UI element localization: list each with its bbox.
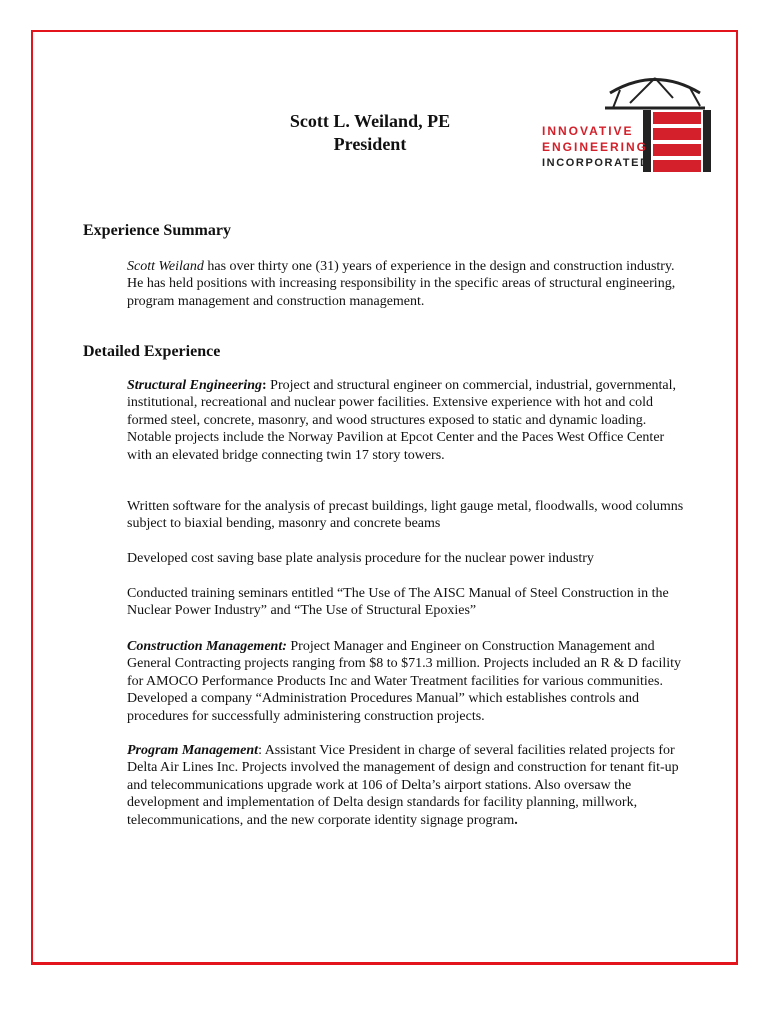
person-name: Scott L. Weiland, PE [289,111,451,131]
summary-lead-name: Scott Weiland [127,259,204,274]
construction-management-paragraph [127,638,687,725]
baseplate-paragraph: Developed cost saving base plate analysis procedure for the nuclear power industry [127,551,594,566]
logo-arch-icon [610,80,700,94]
seminars-paragraph: Conducted training seminars entitled “The Use of The AISC Manual of Steel Construction in the Nuclear Power Industry” and “The Use of Structural Epoxies” [127,586,669,619]
structural-engineering-paragraph [127,377,687,464]
logo-right-pillar [703,110,711,172]
program-management-paragraph [127,742,687,829]
structural-colon: : [262,378,267,393]
software-paragraph: Written software for the analysis of precast buildings, light gauge metal, floodwalls, wood columns subject to biaxial bending, masonry and concrete beams [127,499,684,532]
logo-text-innovative: INNOVATIVE [542,124,634,138]
logo-text-engineering: ENGINEERING [542,140,649,154]
program-lead: Program Management [127,743,259,758]
summary-paragraph [127,258,687,310]
program-end-period: . [514,812,518,828]
program-text: : Assistant Vice President in charge of several facilities related projects for Delta Air Lines Inc. Projects involved the management of design and construction for tenant fit-up and telecommunications upgrade work at 106 of Delta’s airport stations. Also oversaw the development and implementation of Delta design standards for facility planning, millwork, telecommunications, and the new corporate identity signage program [127,743,679,828]
page-border-bottom-line [31,962,738,963]
heading-detailed-experience: Detailed Experience [83,343,221,360]
heading-experience-summary: Experience Summary [83,222,231,239]
structural-text: Project and structural engineer on commercial, industrial, governmental, institutional, recreational and nuclear power facilities. Extensive experience with hot and cold formed steel, concrete, masonry, and wood structures exposed to static and dynamic loading. Notable projects include the Norway Pavilion at Epcot Center and the Paces West Office Center with an elevated bridge connecting twin 17 story towers. [127,378,677,463]
logo-text-incorporated: INCORPORATED [542,157,650,169]
construction-lead: Construction Management: [127,639,287,654]
person-title: President [333,134,407,154]
summary-text: has over thirty one (31) years of experience in the design and construction industry. He has held positions with increasing responsibility in the specific areas of structural engineering, program management and construction management. [127,259,676,309]
structural-lead: Structural Engineering [127,378,262,393]
construction-text: Project Manager and Engineer on Construction Management and General Contracting projects ranging from $8 to $71.3 million. Projects included an R & D facility for AMOCO Performance Products Inc and Water Treatment facilities for various communities. Developed a company “Administration Procedures Manual” which establishes controls and procedures for successfully administering construction projects. [127,639,682,724]
